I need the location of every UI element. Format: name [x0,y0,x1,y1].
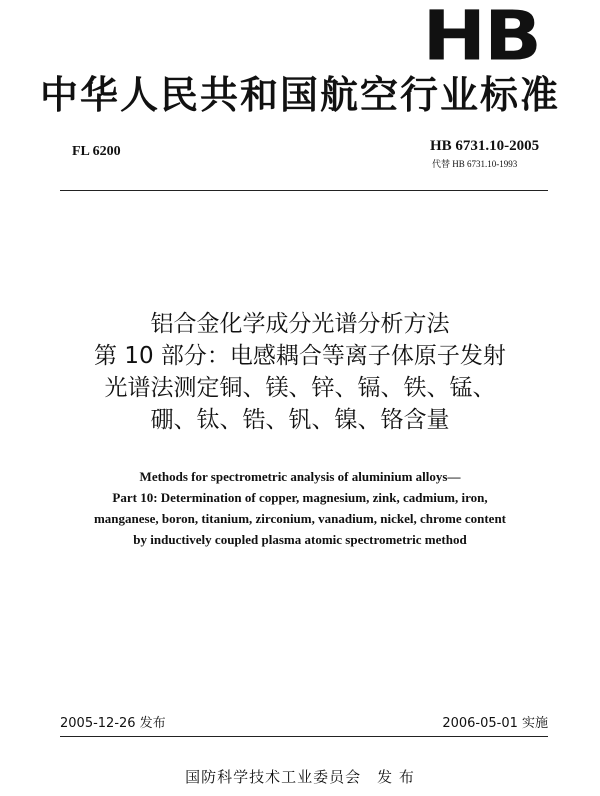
chinese-title-line: 铝合金化学成分光谱分析方法 [150,311,450,337]
chinese-title [0,308,600,436]
standard-number: HB 6731.10-2005 [430,138,540,154]
implementation-date: 2006-05-01 实施 [442,716,548,731]
top-divider [60,190,548,191]
classification-code: FL 6200 [72,144,121,159]
chinese-title-line: 光谱法测定铜、镁、锌、镉、铁、锰、 [104,375,496,401]
english-title-line: by inductively coupled plasma atomic spectrometric method [133,532,467,547]
english-title-line: Methods for spectrometric analysis of aluminium alloys— [139,469,461,484]
english-title [0,466,600,550]
english-title-line: Part 10: Determination of copper, magnesium, zink, cadmium, iron, [112,490,488,505]
chinese-title-line: 硼、钛、锆、钒、镍、铬含量 [150,407,450,433]
bottom-divider [60,736,548,737]
hb-logo: HB [422,0,540,76]
replaces-standard: 代替 HB 6731.10-1993 [432,159,518,169]
publisher: 国防科学技术工业委员会 发 布 [185,768,415,786]
chinese-title-line: 第 10 部分：电感耦合等离子体原子发射 [94,343,506,369]
issue-date: 2005-12-26 发布 [60,716,166,731]
organization-title: 中华人民共和国航空行业标准 [39,73,560,117]
english-title-line: manganese, boron, titanium, zirconium, vanadium, nickel, chrome content [93,511,507,526]
